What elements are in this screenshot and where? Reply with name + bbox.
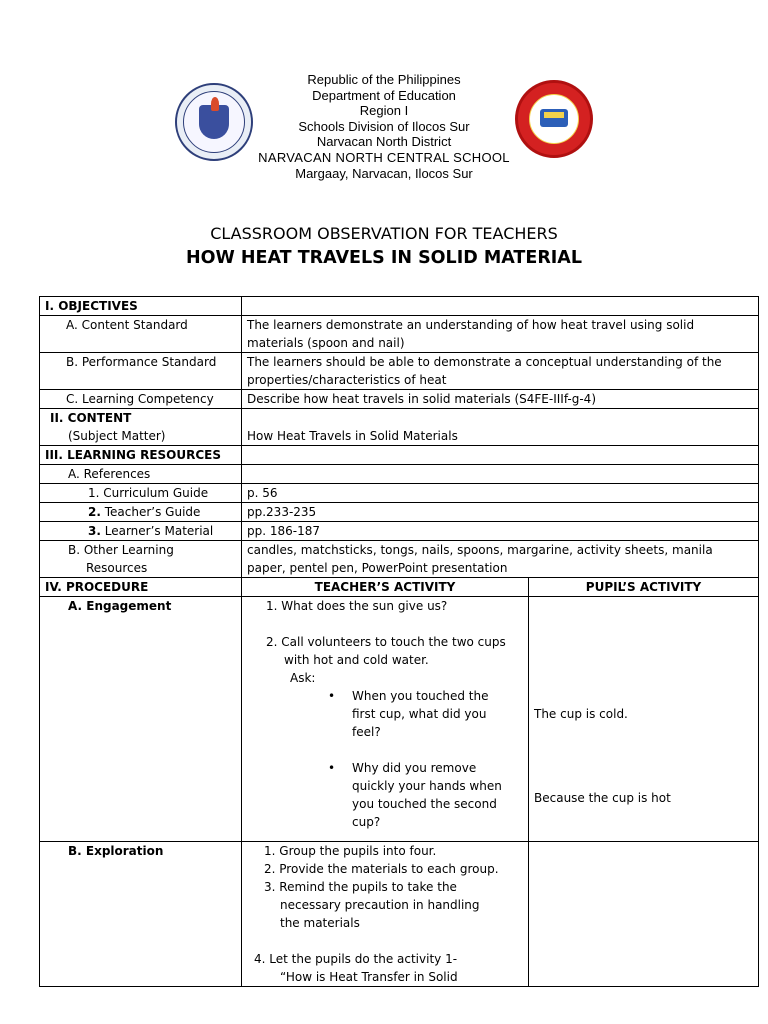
performance-standard-label: B. Performance Standard — [40, 353, 242, 390]
engagement-pupil-cell — [529, 597, 759, 842]
curriculum-guide-label: 1. Curriculum Guide — [40, 484, 242, 503]
row-learning-resources — [40, 446, 759, 465]
learning-competency-label: C. Learning Competency — [40, 390, 242, 409]
header-line-division: Schools Division of Ilocos Sur — [298, 118, 470, 134]
document-title-line1: CLASSROOM OBSERVATION FOR TEACHERS — [210, 224, 558, 243]
exploration-item-4-line2: “How is Heat Transfer in Solid — [280, 970, 458, 984]
engagement-question-2: • Why did you remove quickly your hands when you touched the second cup? — [328, 761, 502, 829]
content-value: How Heat Travels in Solid Materials — [247, 429, 458, 443]
content-value-cell — [242, 409, 759, 446]
header-address: Margaay, Narvacan, Ilocos Sur — [295, 165, 473, 181]
exploration-teacher-cell — [242, 842, 529, 987]
content-standard-label: A. Content Standard — [40, 316, 242, 353]
exploration-item-4: 4. Let the pupils do the activity 1- — [254, 952, 458, 966]
exploration-item-3-line3: the materials — [280, 916, 360, 930]
curriculum-guide-value: p. 56 — [242, 484, 759, 503]
exploration-pupil-cell — [529, 842, 759, 987]
learners-material-label-cell — [40, 522, 242, 541]
row-engagement — [40, 597, 759, 842]
header-line-district: Narvacan North District — [316, 134, 452, 150]
engagement-item-2: 2. Call volunteers to touch the two cups — [266, 635, 506, 649]
content-sublabel: (Subject Matter) — [68, 429, 166, 443]
exploration-item-2: 2. Provide the materials to each group. — [264, 862, 499, 876]
performance-standard-value: The learners should be able to demonstrate a conceptual understanding of the properties/characteristics of heat — [242, 353, 759, 390]
engagement-ask: Ask: — [290, 671, 316, 685]
pupil-activity-header: PUPIL’S ACTIVITY — [529, 578, 759, 597]
document-header — [0, 72, 768, 181]
row-references — [40, 465, 759, 484]
header-school-name: NARVACAN NORTH CENTRAL SCHOOL — [258, 149, 510, 165]
row-procedure — [40, 578, 759, 597]
objectives-value — [242, 297, 759, 316]
teachers-guide-value: pp.233-235 — [242, 503, 759, 522]
engagement-item-2-line2: with hot and cold water. — [284, 653, 429, 667]
learners-material-value: pp. 186-187 — [242, 522, 759, 541]
learning-resources-label: III. LEARNING RESOURCES — [40, 446, 242, 465]
engagement-questions — [242, 687, 523, 831]
content-standard-value: The learners demonstrate an understanding of how heat travel using solid materials (spoon and nail) — [242, 316, 759, 353]
engagement-pupil-answer-1: The cup is cold. — [534, 707, 628, 721]
header-line-republic: Republic of the Philippines — [307, 72, 461, 87]
row-exploration — [40, 842, 759, 987]
learners-material-num: 3. — [88, 524, 101, 538]
header-line-region: Region I — [359, 103, 409, 119]
other-resources-label-line1: B. Other Learning — [68, 543, 174, 557]
learners-material-label: Learner’s Material — [104, 524, 214, 538]
row-learning-competency — [40, 390, 759, 409]
row-objectives — [40, 297, 759, 316]
row-content-standard — [40, 316, 759, 353]
other-resources-label-cell — [40, 541, 242, 578]
learning-resources-value — [242, 446, 759, 465]
header-line-department: Department of Education — [312, 87, 456, 103]
learning-competency-value: Describe how heat travels in solid materials (S4FE-IIIf-g-4) — [242, 390, 759, 409]
row-curriculum-guide — [40, 484, 759, 503]
engagement-teacher-cell — [242, 597, 529, 842]
teachers-guide-label-cell — [40, 503, 242, 522]
exploration-item-1: 1. Group the pupils into four. — [264, 844, 437, 858]
content-label-cell — [40, 409, 242, 446]
engagement-item-1: 1. What does the sun give us? — [266, 599, 448, 613]
teachers-guide-num: 2. — [88, 505, 101, 519]
engagement-pupil-answer-2: Because the cup is hot — [534, 791, 671, 805]
exploration-item-3: 3. Remind the pupils to take the — [264, 880, 457, 894]
other-resources-label-line2: Resources — [86, 561, 148, 575]
lesson-plan-table — [39, 296, 759, 987]
document-title-line2: HOW HEAT TRAVELS IN SOLID MATERIAL — [185, 248, 583, 268]
references-label: A. References — [40, 465, 242, 484]
row-performance-standard — [40, 353, 759, 390]
teachers-guide-label: Teacher’s Guide — [104, 505, 201, 519]
procedure-label: IV. PROCEDURE — [40, 578, 242, 597]
exploration-item-3-line2: necessary precaution in handling — [280, 898, 480, 912]
teacher-activity-header: TEACHER’S ACTIVITY — [242, 578, 529, 597]
row-content — [40, 409, 759, 446]
exploration-label: B. Exploration — [40, 842, 242, 987]
engagement-question-1: • When you touched the first cup, what did you feel? — [328, 689, 489, 739]
engagement-label: A. Engagement — [40, 597, 242, 842]
references-value — [242, 465, 759, 484]
other-resources-value: candles, matchsticks, tongs, nails, spoons, margarine, activity sheets, manila paper, pentel pen, PowerPoint presentation — [242, 541, 759, 578]
row-other-resources — [40, 541, 759, 578]
content-label: II. CONTENT — [50, 411, 132, 425]
row-teachers-guide — [40, 503, 759, 522]
objectives-label: I. OBJECTIVES — [40, 297, 242, 316]
row-learners-material — [40, 522, 759, 541]
